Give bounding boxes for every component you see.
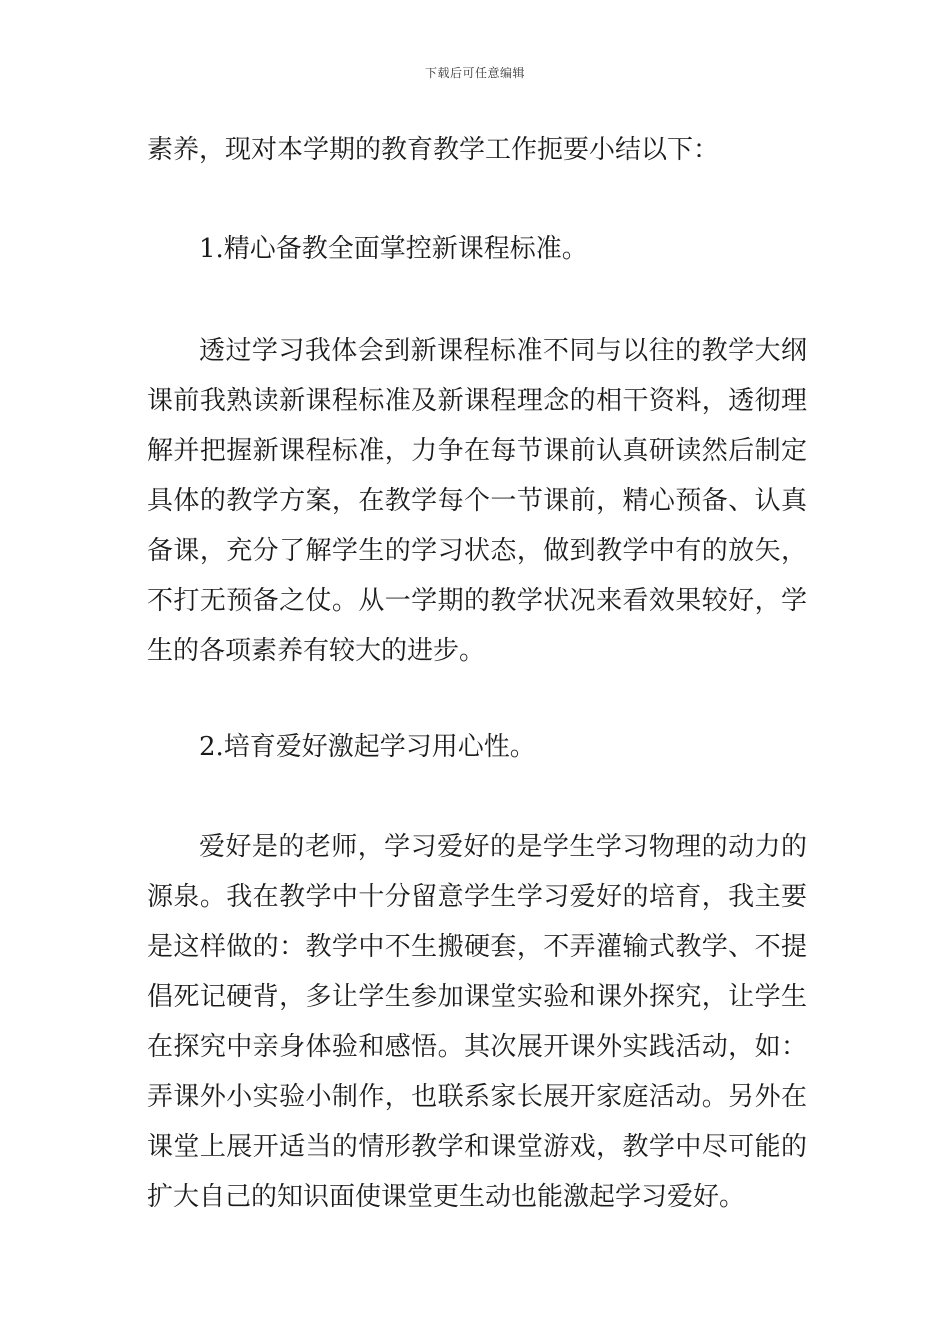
paragraph-preparation: 透过学习我体会到新课程标准不同与以往的教学大纲课前我熟读新课程标准及新课程理念的相干资料，透彻理解并把握新课程标准，力争在每节课前认真研读然后制定具体的教学方案，在教学每个一节课前，精心预备、认真备课，充分了解学生的学习状态，做到教学中有的放矢，不打无预备之仗。从一学期的教学状况来看效果较好，学生的各项素养有较大的进步。: [147, 336, 807, 666]
section-heading-1: 1.精心备教全面掌控新课程标准。: [199, 234, 588, 264]
section-heading-2: 2.培育爱好激起学习用心性。: [199, 732, 536, 762]
paragraph-interest: 爱好是的老师，学习爱好的是学生学习物理的动力的源泉。我在教学中十分留意学生学习爱好的培育，我主要是这样做的：教学中不生搬硬套，不弄灌输式教学、不提倡死记硬背，多让学生参加课堂实验和课外探究，让学生在探究中亲身体验和感悟。其次展开课外实践活动，如：弄课外小实验小制作，也联系家长展开家庭活动。另外在课堂上展开适当的情形教学和课堂游戏，教学中尽可能的扩大自己的知识面使课堂更生动也能激起学习爱好。: [147, 832, 807, 1212]
paragraph-continuation: 素养，现对本学期的教育教学工作扼要小结以下：: [147, 135, 720, 165]
header-note: 下载后可任意编辑: [424, 66, 525, 80]
